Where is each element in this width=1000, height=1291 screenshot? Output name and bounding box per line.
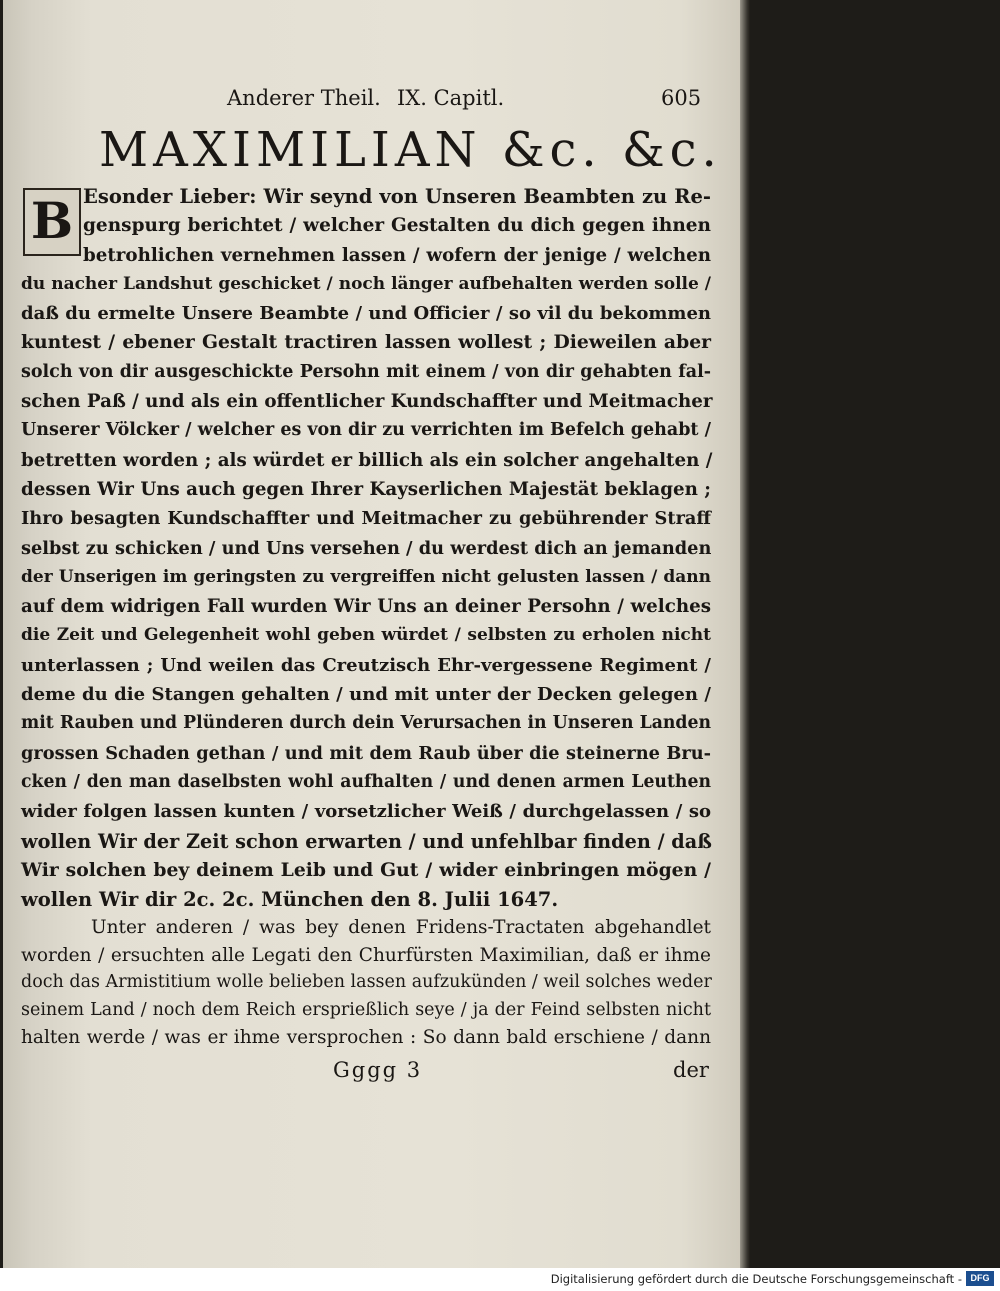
page-text (21, 86, 722, 1088)
text-line: solch von dir ausgeschickte Persohn mit einem / von dir gehabten fal- (21, 361, 711, 382)
text-line: unterlassen ; Und weilen das Creutzisch Ehr-vergessene Regiment / (21, 654, 711, 676)
signature-mark: Gggg 3 (333, 1057, 423, 1082)
text-line: schen Paß / und als ein offentlicher Kundschaffter und Meitmacher (21, 391, 713, 413)
text-line: betrohlichen vernehmen lassen / wofern der jenige / welchen (83, 244, 711, 266)
text-line: Esonder Lieber: Wir seynd von Unseren Beambten zu Re- (83, 185, 711, 208)
header-chapter: IX. Capitl. (397, 86, 505, 110)
document-page (3, 0, 740, 1268)
running-header (21, 86, 711, 122)
text-line: grossen Schaden gethan / und mit dem Raub über die steinerne Bru- (21, 742, 711, 764)
dfg-logo-icon: DFG (966, 1271, 994, 1286)
text-line: daß du ermelte Unsere Beambte / und Officier / so vil du bekommen (21, 303, 711, 325)
text-line: auf dem widrigen Fall wurden Wir Uns an deiner Persohn / welches (21, 596, 711, 618)
text-line: die Zeit und Gelegenheit wohl geben würdet / selbsten zu erholen nicht (21, 625, 711, 646)
text-line: kuntest / ebener Gestalt tractiren lassen wollest ; Dieweilen aber (21, 331, 711, 354)
page-edge-shadow (740, 0, 750, 1268)
text-line: Wir solchen bey deinem Leib und Gut / wider einbringen mögen / (21, 858, 711, 881)
narrative-paragraph (21, 914, 711, 1052)
text-line: worden / ersuchten alle Legati den Churfürsten Maximilian, daß er ihme (21, 944, 711, 966)
page-footer (21, 1054, 711, 1088)
page-title: MAXIMILIAN &c. &c. (99, 122, 722, 178)
decorated-initial: B (23, 188, 81, 256)
text-line: wider folgen lassen kunten / vorsetzlicher Weiß / durchgelassen / so (21, 801, 711, 823)
text-line: cken / den man daselbsten wohl aufhalten / und denen armen Leuthen (21, 771, 711, 792)
text-line: du nacher Landshut geschicket / noch länger aufbehalten werden solle / (21, 273, 711, 294)
text-line: Unserer Völcker / welcher es von dir zu verrichten im Befelch gehabt / (21, 420, 712, 441)
letter-body (21, 182, 711, 914)
text-line: wollen Wir dir 2c. 2c. München den 8. Julii 1647. (21, 888, 559, 912)
text-line: mit Rauben und Plünderen durch dein Verursachen in Unseren Landen (21, 713, 711, 734)
text-line: doch das Armistitium wolle belieben lassen aufzukünden / weil solches weder (21, 972, 712, 993)
text-line: selbst zu schicken / und Uns versehen / du werdest dich an jemanden (21, 537, 712, 559)
page-number: 605 (661, 86, 702, 110)
funding-credit: Digitalisierung gefördert durch die Deutsche Forschungsgemeinschaft - (550, 1272, 962, 1286)
credit-bar (0, 1268, 1000, 1291)
text-line: Ihro besagten Kundschaffter und Meitmacher zu gebührender Straff (21, 508, 711, 530)
text-line: Unter anderen / was bey denen Fridens-Tractaten abgehandlet (91, 917, 711, 939)
text-line: wollen Wir der Zeit schon erwarten / und unfehlbar finden / daß (21, 829, 712, 853)
text-line: seinem Land / noch dem Reich ersprießlich seye / ja der Feind selbsten nicht (21, 999, 711, 1020)
header-part: Anderer Theil. (227, 86, 381, 110)
catchword: der (673, 1057, 709, 1082)
text-line: deme du die Stangen gehalten / und mit unter der Decken gelegen / (21, 684, 711, 706)
text-line: der Unserigen im geringsten zu vergreiffen nicht gelusten lassen / dann (21, 566, 711, 587)
text-line: halten werde / was er ihme versprochen : So dann bald erschiene / dann (21, 1027, 711, 1049)
text-line: dessen Wir Uns auch gegen Ihrer Kayserlichen Majestät beklagen ; (21, 478, 711, 500)
text-line: genspurg berichtet / welcher Gestalten du dich gegen ihnen (83, 215, 711, 237)
text-line: betretten worden ; als würdet er billich als ein solcher angehalten / (21, 449, 713, 471)
